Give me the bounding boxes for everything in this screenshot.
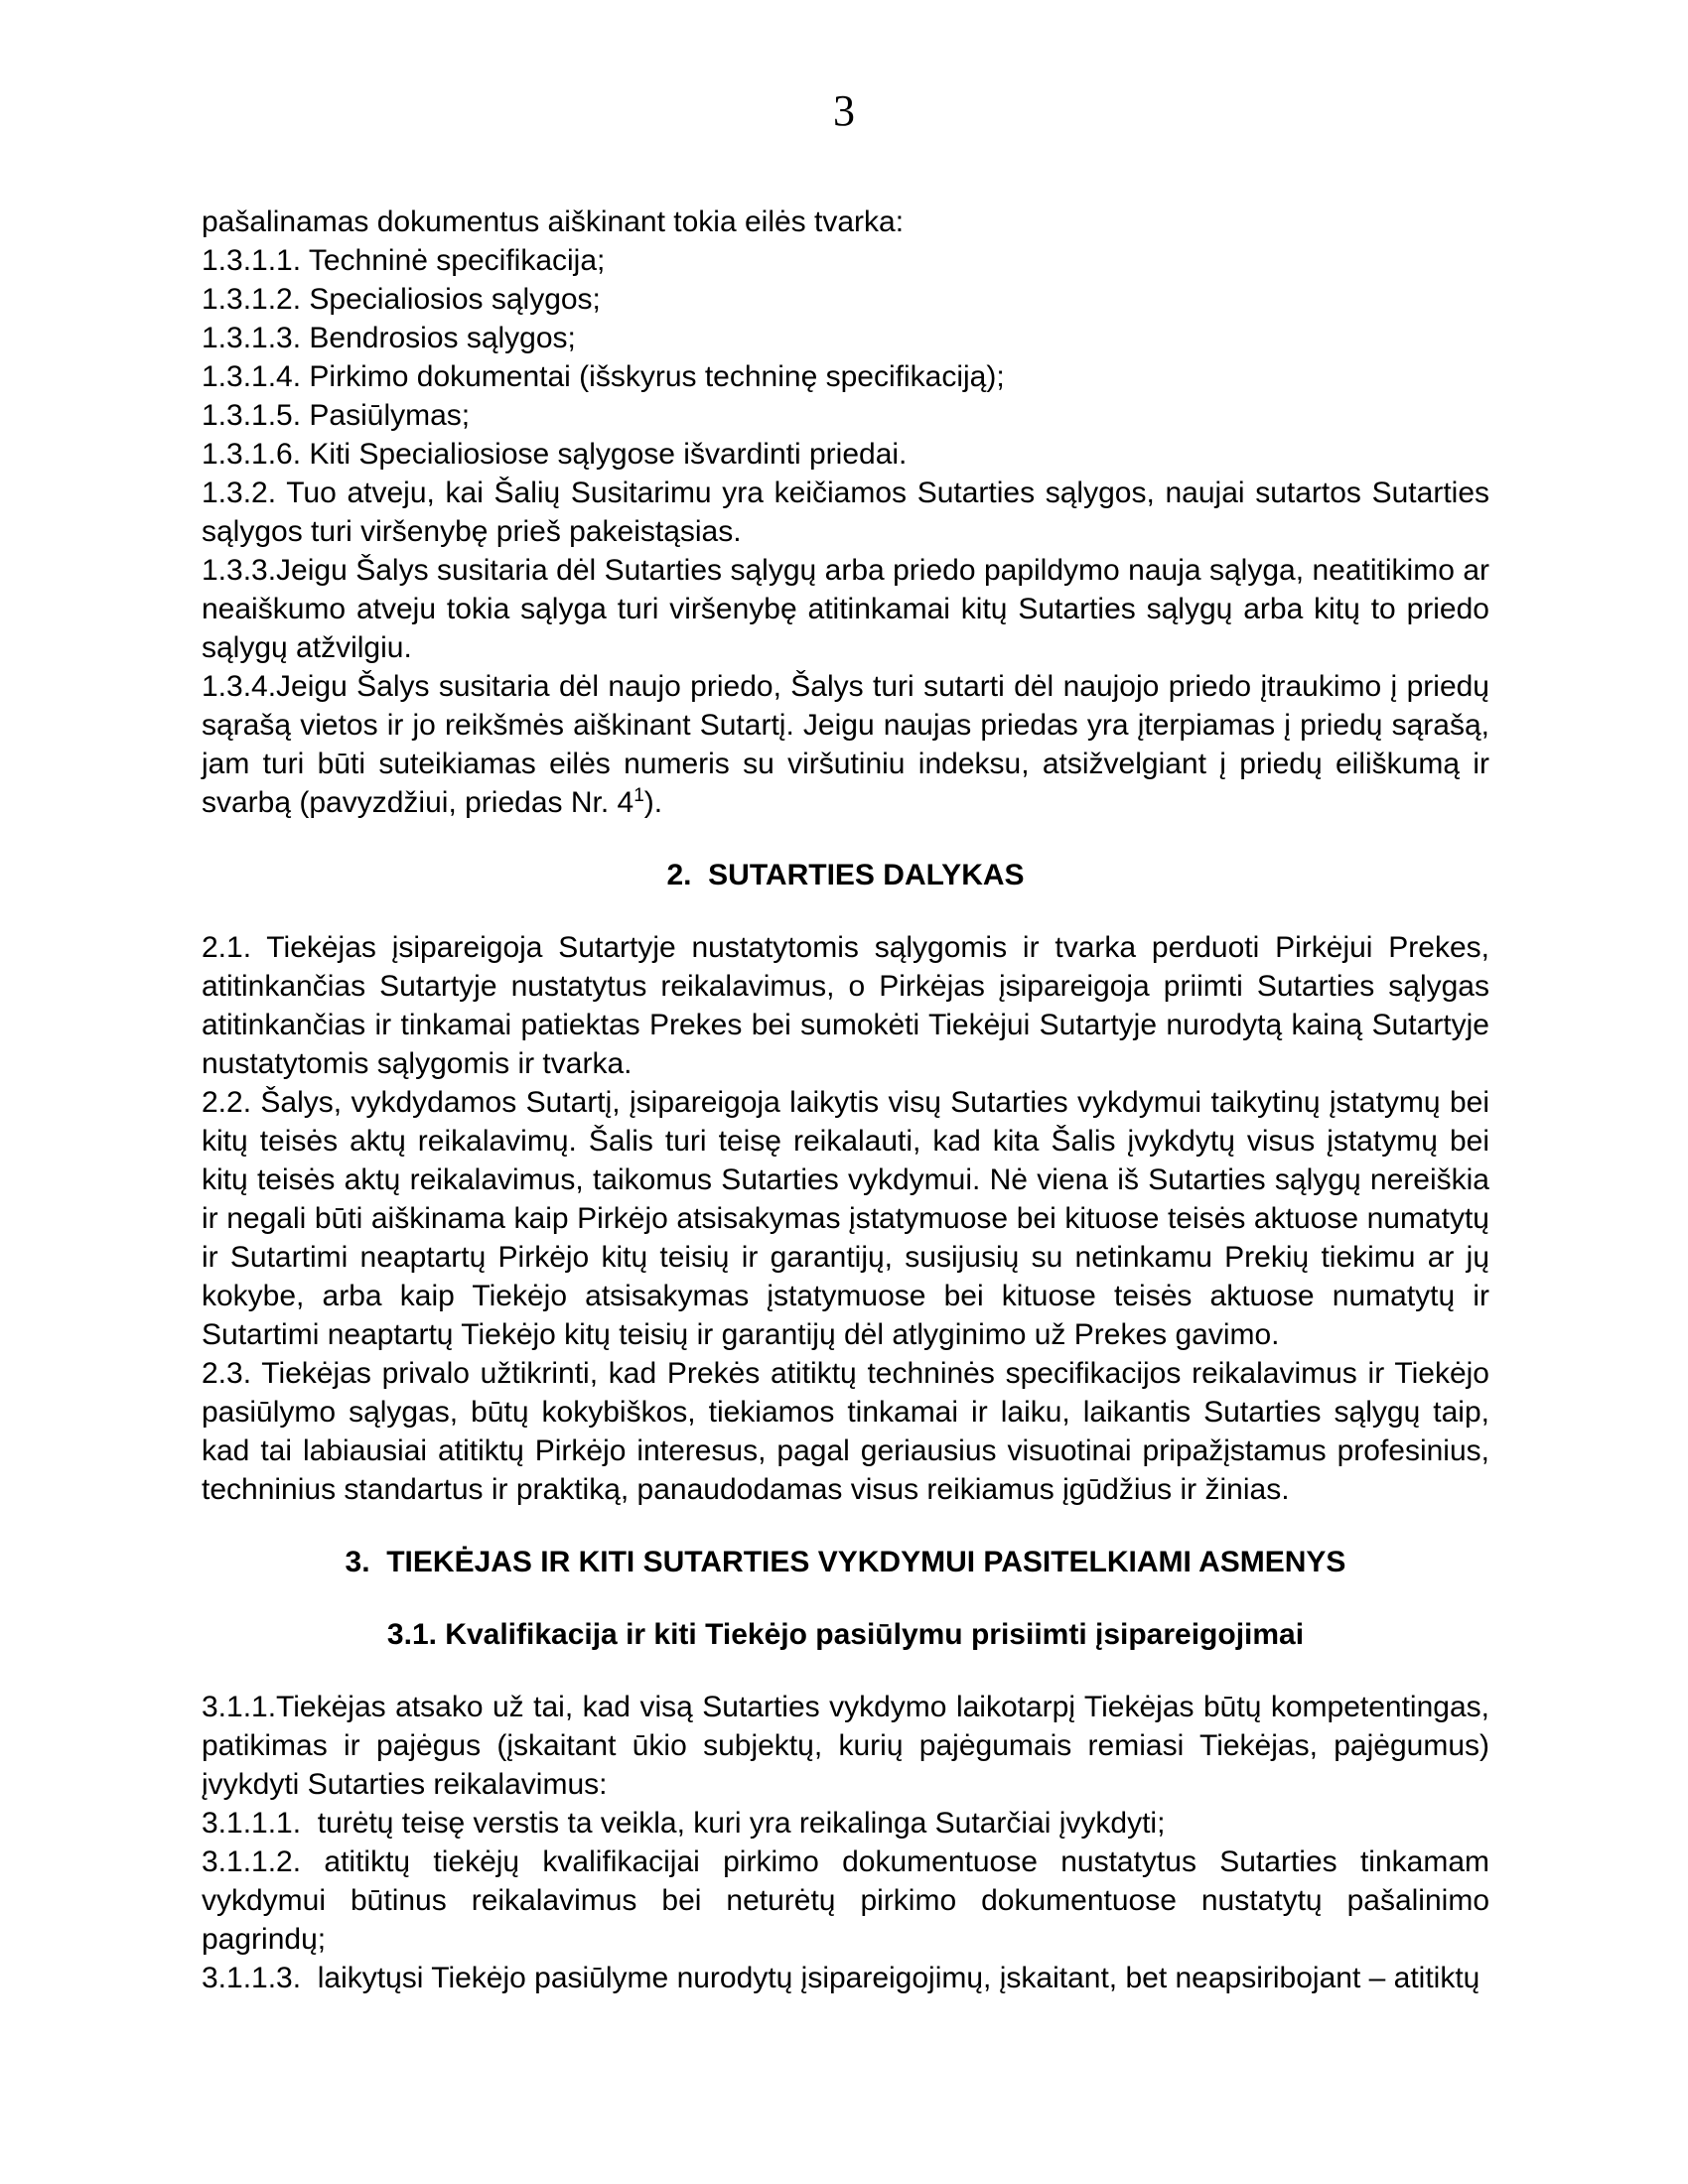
clause-1-3-1-2: 1.3.1.2. Specialiosios sąlygos; bbox=[202, 283, 601, 316]
clause-1-3-4-closing: ). bbox=[643, 786, 663, 819]
clause-1-3-4-text: 1.3.4.Jeigu Šalys susitaria dėl naujo priedo, Šalys turi sutarti dėl naujojo priedo įtraukimo į priedų sąrašą vietos ir jo reikšmės aiškinant Sutartį. Jeigu naujas priedas yra įterpiamas į priedų sąrašą, jam turi būti suteikiamas eilės numeris su viršutiniu indeksu, atsižvelgiant į priedų eiliškumą ir svarbą (pavyzdžiui, priedas Nr. 4 bbox=[202, 670, 1498, 819]
document-content bbox=[202, 203, 1498, 1997]
clause-2-2: 2.2. Šalys, vykdydamos Sutartį, įsipareigoja laikytis visų Sutarties vykdymui taikytinų įstatymų bei kitų teisės aktų reikalavimų. Šalis turi teisę reikalauti, kad kita Šalis įvykdytų visus įstatymų bei kitų teisės aktų reikalavimus, taikomus Sutarties vykdymui. Nė viena iš Sutarties sąlygų nereiškia ir negali būti aiškinama kaip Pirkėjo atsisakymas įstatymuose bei kituose teisės aktuose numatytų ir Sutartimi neaptartų Pirkėjo kitų teisių ir garantijų, susijusių su netinkamu Prekių tiekimu ar jų kokybe, arba kaip Tiekėjo atsisakymas įstatymuose bei kituose teisės aktuose numatytų ir Sutartimi neaptartų Tiekėjo kitų teisių ir garantijų dėl atlyginimo už Prekes gavimo. bbox=[202, 1086, 1498, 1351]
clause-2-1: 2.1. Tiekėjas įsipareigoja Sutartyje nustatytomis sąlygomis ir tvarka perduoti Pirkėjui Prekes, atitinkančias Sutartyje nustatytus reikalavimus, o Pirkėjas įsipareigoja priimti Sutarties sąlygas atitinkančias ir tinkamai patiektas Prekes bei sumokėti Tiekėjui Sutartyje nurodytą kainą Sutartyje nustatytomis sąlygomis ir tvarka. bbox=[202, 931, 1498, 1080]
clause-3-1-1-2: 3.1.1.2. atitiktų tiekėjų kvalifikacijai pirkimo dokumentuose nustatytus Sutarties tinkamam vykdymui būtinus reikalavimus bei neturėtų pirkimo dokumentuose nustatytų pašalinimo pagrindų; bbox=[202, 1845, 1498, 1956]
clause-1-3-1-3: 1.3.1.3. Bendrosios sąlygos; bbox=[202, 322, 576, 354]
clause-1-3-1-6: 1.3.1.6. Kiti Specialiosiose sąlygose išvardinti priedai. bbox=[202, 438, 908, 471]
clause-1-3-2: 1.3.2. Tuo atveju, kai Šalių Susitarimu yra keičiamos Sutarties sąlygos, naujai sutartos Sutarties sąlygos turi viršenybę prieš pakeistąsias. bbox=[202, 477, 1498, 548]
clause-1-3-4 bbox=[202, 667, 1498, 822]
section-3-heading: 3. TIEKĖJAS IR KITI SUTARTIES VYKDYMUI PASITELKIAMI ASMENYS bbox=[345, 1546, 1346, 1578]
clause-3-1-1-3: 3.1.1.3. laikytųsi Tiekėjo pasiūlyme nurodytų įsipareigojimų, įskaitant, bet neapsiribojant – atitiktų bbox=[202, 1962, 1480, 1994]
clause-3-1-1: 3.1.1.Tiekėjas atsako už tai, kad visą Sutarties vykdymo laikotarpį Tiekėjas būtų kompetentingas, patikimas ir pajėgus (įskaitant ūkio subjektų, kurių pajėgumais remiasi Tiekėjas, pajėgumus) įvykdyti Sutarties reikalavimus: bbox=[202, 1691, 1498, 1801]
page-number: 3 bbox=[833, 86, 855, 135]
clause-1-3-1-1: 1.3.1.1. Techninė specifikacija; bbox=[202, 244, 606, 277]
clause-order-intro: pašalinamas dokumentus aiškinant tokia eilės tvarka: bbox=[202, 205, 905, 238]
clause-3-1-1-1: 3.1.1.1. turėtų teisę verstis ta veikla, kuri yra reikalinga Sutarčiai įvykdyti; bbox=[202, 1807, 1166, 1840]
clause-1-3-1-5: 1.3.1.5. Pasiūlymas; bbox=[202, 399, 471, 432]
clause-1-3-1-4: 1.3.1.4. Pirkimo dokumentai (išskyrus techninę specifikaciją); bbox=[202, 360, 1005, 393]
section-2-heading: 2. SUTARTIES DALYKAS bbox=[666, 859, 1025, 891]
superscript-index: 1 bbox=[633, 785, 644, 806]
clause-1-3-3: 1.3.3.Jeigu Šalys susitaria dėl Sutarties sąlygų arba priedo papildymo nauja sąlyga, neatitikimo ar neaiškumo atveju tokia sąlyga turi viršenybę atitinkamai kitų Sutarties sąlygų arba kitų to priedo sąlygų atžvilgiu. bbox=[202, 554, 1498, 664]
clause-2-3: 2.3. Tiekėjas privalo užtikrinti, kad Prekės atitiktų techninės specifikacijos reikalavimus ir Tiekėjo pasiūlymo sąlygas, būtų kokybiškos, tiekiamos tinkamai ir laiku, laikantis Sutarties sąlygų taip, kad tai labiausiai atitiktų Pirkėjo interesus, pagal geriausius visuotinai pripažįstamus profesinius, techninius standartus ir praktiką, panaudodamas visus reikiamus įgūdžius ir žinias. bbox=[202, 1357, 1498, 1506]
section-3-1-heading: 3.1. Kvalifikacija ir kiti Tiekėjo pasiūlymu prisiimti įsipareigojimai bbox=[386, 1618, 1305, 1651]
